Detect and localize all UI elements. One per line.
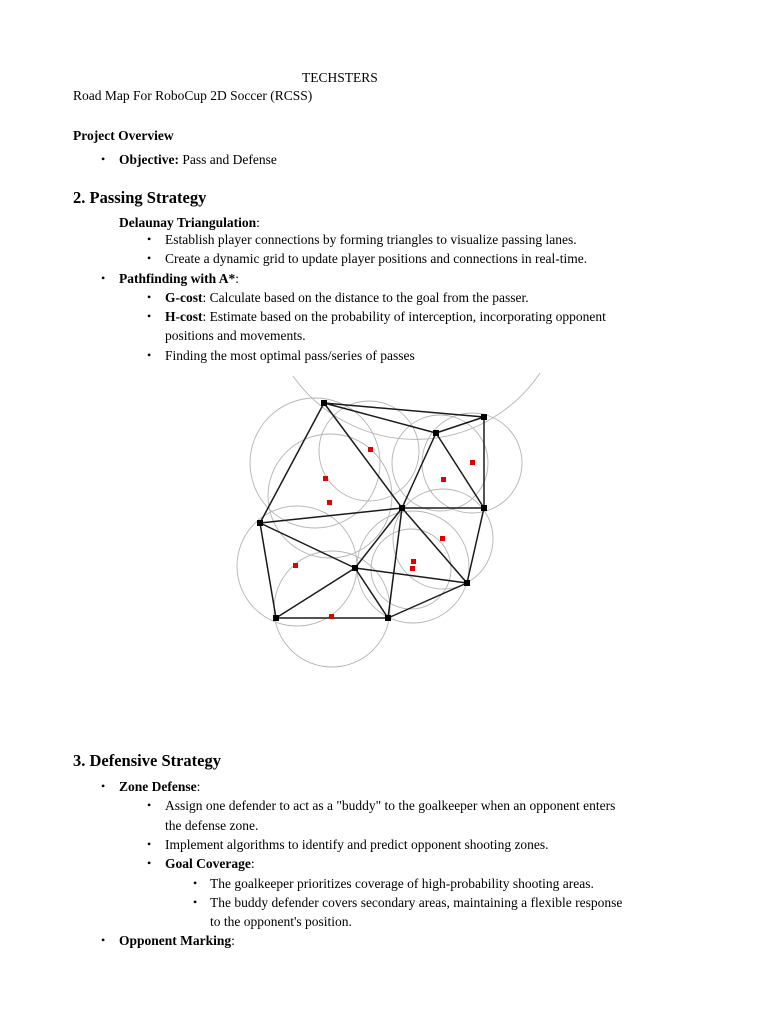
passing-heading: 2. Passing Strategy	[73, 188, 207, 207]
objective-text: Pass and Defense	[182, 152, 277, 167]
bullet: •	[101, 779, 106, 793]
hcost-item-continued: positions and movements.	[165, 328, 306, 343]
overview-heading: Project Overview	[73, 128, 174, 143]
hcost-item: H-cost: Estimate based on the probability of interception, incorporating opponent	[165, 309, 606, 324]
defense-heading: 3. Defensive Strategy	[73, 751, 222, 770]
circumcenter-point	[293, 563, 298, 568]
bullet: •	[147, 348, 152, 362]
opponent-marking-item: Opponent Marking:	[119, 933, 235, 948]
hcost-label: H-cost	[165, 309, 203, 324]
opponent-marking-label: Opponent Marking	[119, 933, 232, 948]
circumcircle	[268, 434, 392, 558]
document-title: Road Map For RoboCup 2D Soccer (RCSS)	[73, 88, 313, 103]
edge	[260, 403, 324, 523]
edge	[436, 433, 484, 508]
player-vertex	[464, 580, 470, 586]
goal-coverage-subitem: The buddy defender covers secondary areas, maintaining a flexible response	[210, 895, 623, 910]
bullet: •	[147, 251, 152, 265]
bullet: •	[147, 856, 152, 870]
bullet: •	[147, 232, 152, 246]
edge	[402, 508, 467, 583]
objective-item	[119, 150, 277, 169]
bullet: •	[147, 290, 152, 304]
large-circumcircle-arc	[293, 373, 540, 439]
org-name: TECHSTERS	[302, 70, 378, 85]
bullet: •	[147, 837, 152, 851]
delaunay-subitem: Create a dynamic grid to update player positions and connections in real-time.	[165, 251, 588, 266]
player-vertex	[321, 400, 327, 406]
zone-subitem: Assign one defender to act as a "buddy" to the goalkeeper when an opponent enters	[165, 798, 616, 813]
player-vertex	[481, 414, 487, 420]
edge	[260, 523, 276, 618]
circumcenter-point	[440, 536, 445, 541]
edge	[388, 583, 467, 618]
delaunay-triangulation-figure	[235, 371, 545, 671]
circumcenter-point	[441, 477, 446, 482]
goal-coverage-label: Goal Coverage	[165, 856, 251, 871]
delaunay-label: Delaunay Triangulation	[119, 215, 257, 230]
bullet: •	[193, 876, 198, 890]
objective-label: Objective:	[119, 152, 179, 167]
edge	[467, 508, 484, 583]
edge	[260, 523, 355, 568]
player-vertex	[433, 430, 439, 436]
gcost-item: G-cost: Calculate based on the distance to the goal from the passer.	[165, 290, 529, 305]
edge	[402, 433, 436, 508]
astar-label: Pathfinding with A*	[119, 271, 236, 286]
optimal-pass-item: Finding the most optimal pass/series of passes	[165, 348, 415, 363]
player-vertex	[352, 565, 358, 571]
bullet: •	[147, 309, 152, 323]
bullet: •	[101, 933, 106, 947]
circumcenter-point	[327, 500, 332, 505]
edge	[276, 568, 355, 618]
zone-subitem-continued: the defense zone.	[165, 818, 259, 833]
delaunay-subitem: Establish player connections by forming triangles to visualize passing lanes.	[165, 232, 577, 247]
circumcenters	[293, 447, 475, 619]
bullet: •	[193, 895, 198, 909]
circumcenter-point	[411, 559, 416, 564]
circumcenter-point	[329, 614, 334, 619]
zone-defense-label: Zone Defense	[119, 779, 197, 794]
player-vertex	[481, 505, 487, 511]
bullet: •	[101, 271, 106, 285]
gcost-label: G-cost	[165, 290, 203, 305]
player-vertex	[385, 615, 391, 621]
zone-defense-item: Zone Defense:	[119, 779, 201, 794]
goal-coverage-subitem: The goalkeeper prioritizes coverage of high-probability shooting areas.	[210, 876, 594, 891]
player-vertex	[273, 615, 279, 621]
player-vertex	[399, 505, 405, 511]
delaunay-item: Delaunay Triangulation:	[119, 215, 260, 230]
bullet: •	[101, 152, 106, 166]
circumcenter-point	[323, 476, 328, 481]
circumcenter-point	[470, 460, 475, 465]
bullet: •	[147, 798, 152, 812]
goal-coverage-item: Goal Coverage:	[165, 856, 255, 871]
astar-item: Pathfinding with A*:	[119, 271, 240, 286]
circumcenter-point	[368, 447, 373, 452]
player-vertex	[257, 520, 263, 526]
zone-subitem: Implement algorithms to identify and predict opponent shooting zones.	[165, 837, 549, 852]
goal-coverage-subitem-continued: to the opponent's position.	[210, 914, 352, 929]
circumcenter-point	[410, 566, 415, 571]
